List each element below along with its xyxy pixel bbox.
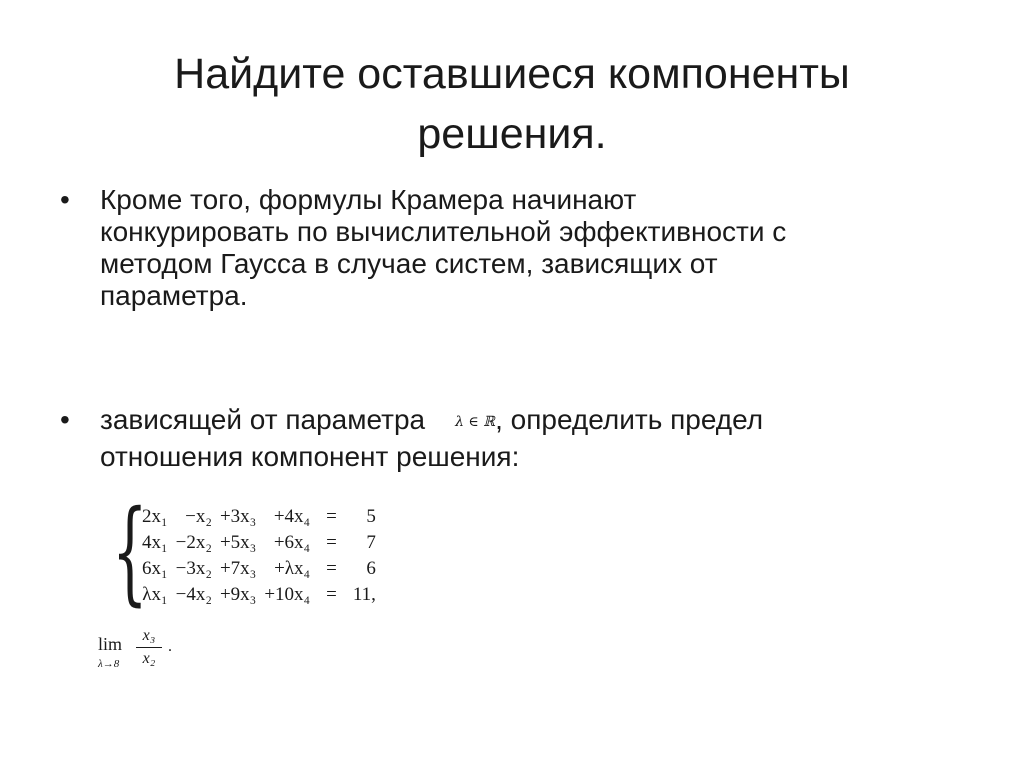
equation-system — [112, 487, 472, 617]
limit-fraction — [136, 626, 162, 669]
equation-term: +4x₄ — [273, 506, 311, 527]
bullet-1-line-2: конкурировать по вычислительной эффективности с — [100, 216, 787, 247]
equation-term: −2x₂ — [175, 532, 212, 553]
equation-table — [138, 504, 380, 608]
equation-term: +5x₃ — [219, 532, 257, 553]
limit-period: . — [168, 638, 172, 655]
equation-term: −x₂ — [185, 506, 212, 527]
bullet-2-line-1 — [100, 404, 860, 441]
equation-term: 4x₁ — [142, 532, 168, 553]
equation-term: −4x₂ — [175, 584, 212, 605]
equation-rhs: 6 — [366, 558, 376, 579]
equation-term: 6x₁ — [142, 558, 168, 579]
equals-sign: = — [326, 584, 337, 605]
slide-title — [100, 44, 924, 164]
equation-term: λx₁ — [142, 584, 168, 605]
bullet-1-line-3: методом Гаусса в случае систем, зависящих от — [100, 248, 718, 279]
equation-term: +10x₄ — [264, 584, 311, 605]
equation-rhs: 5 — [366, 506, 376, 527]
bullet-2-text-start: зависящей от параметра — [100, 404, 426, 435]
fraction-denominator: x₂ — [142, 650, 156, 667]
title-line-2: решения. — [417, 110, 607, 158]
bullet-2-line-2: отношения компонент решения: — [100, 441, 520, 472]
equation-term: −3x₂ — [175, 558, 212, 579]
equation-row — [138, 504, 380, 530]
bullet-1-line-1: Кроме того, формулы Крамера начинают — [100, 184, 637, 215]
bullet-marker: • — [60, 404, 70, 435]
equals-sign: = — [326, 558, 337, 579]
fraction-numerator: x₃ — [142, 627, 156, 644]
equals-sign: = — [326, 506, 337, 527]
bullet-2-text-end: , определить предел — [495, 404, 764, 435]
bullet-marker: • — [60, 184, 70, 215]
bullet-1-line-4: параметра. — [100, 280, 248, 311]
equals-sign: = — [326, 532, 337, 553]
equation-row — [138, 556, 380, 582]
limit-subscript: λ→8 — [98, 658, 120, 670]
bullet-1-text — [100, 184, 860, 312]
title-line-1: Найдите оставшиеся компоненты — [174, 50, 850, 98]
equation-term: +3x₃ — [219, 506, 257, 527]
equation-rhs: 7 — [366, 532, 376, 553]
parameter-formula: λ ∈ ℝ — [455, 414, 495, 430]
equation-row — [138, 582, 380, 608]
fraction-bar — [136, 647, 162, 648]
equation-term: +7x₃ — [219, 558, 257, 579]
equation-term: +9x₃ — [219, 584, 257, 605]
limit-operator: lim — [98, 634, 123, 654]
equation-row — [138, 530, 380, 556]
equation-term: +λx₄ — [274, 558, 311, 579]
limit-expression — [98, 626, 188, 676]
equation-term: 2x₁ — [142, 506, 168, 527]
equation-term: +6x₄ — [273, 532, 311, 553]
bullet-2-text — [100, 404, 860, 473]
left-brace: { — [112, 487, 148, 617]
equation-rhs: 11, — [352, 584, 376, 605]
